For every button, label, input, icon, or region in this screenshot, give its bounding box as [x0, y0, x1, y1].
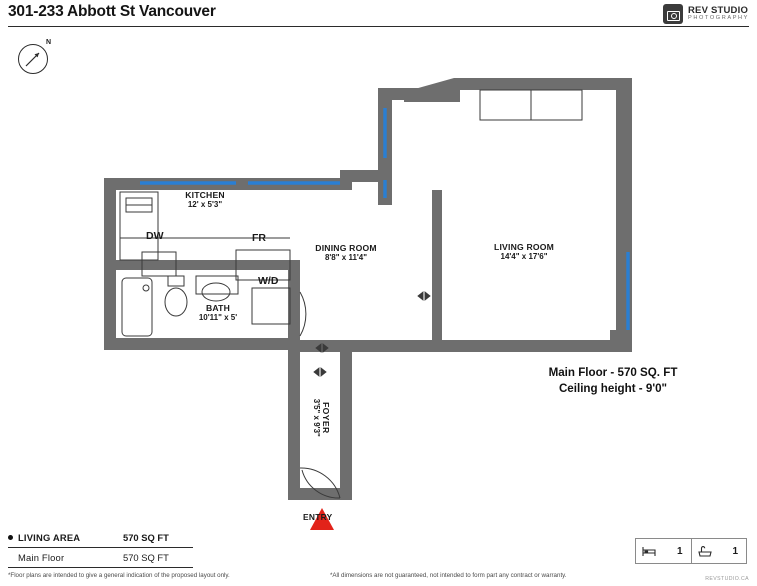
page-title: 301-233 Abbott St Vancouver [8, 3, 216, 20]
walls [104, 78, 632, 500]
footer-disclaimer-right: *All dimensions are not guaranteed, not intended to form part any contract or warranty. [330, 572, 567, 579]
legend-row-living-area [8, 528, 193, 548]
camera-icon [663, 4, 683, 24]
bath-icon [698, 546, 712, 557]
bed-icon [642, 546, 656, 557]
tub-drain [143, 285, 149, 291]
bedroom-counter [636, 539, 691, 563]
area-note-line1: Main Floor - 570 SQ. FT [548, 366, 678, 379]
legend-row-main-floor [8, 548, 193, 568]
room-label-kitchen: KITCHEN 12' x 5'3" [185, 190, 225, 210]
brand-logo [663, 2, 749, 26]
footer-website: REVSTUDIO.CA [705, 576, 749, 582]
entry-label: ENTRY [303, 512, 333, 522]
floorplan-drawing [0, 30, 757, 530]
dim-foyer [314, 368, 326, 376]
room-label-foyer: FOYER 3'5" x 9'3" [311, 398, 331, 437]
compass-north-label: N [45, 39, 51, 46]
bedroom-count: 1 [676, 545, 683, 557]
appliance-label-dishwasher: DW [146, 230, 164, 242]
bathroom-count: 1 [732, 545, 738, 557]
footer-disclaimer-left: *Floor plans are intended to give a general indication of the proposed layout only. [8, 572, 230, 579]
header-divider [8, 26, 749, 27]
door-swing-foyer-bath [300, 292, 306, 336]
room-label-dining: DINING ROOM 8'8" x 11'4" [315, 243, 377, 263]
bullet-icon [8, 535, 13, 540]
legend-name: LIVING AREA [18, 532, 81, 543]
bathroom-counter [691, 539, 747, 563]
appliance-label-washer-dryer: W/D [258, 275, 279, 287]
legend-value: 570 SQ FT [123, 552, 169, 563]
area-note [483, 365, 743, 396]
dim-dining-h [418, 292, 430, 300]
area-legend [8, 528, 193, 568]
vanity-sink [202, 283, 230, 301]
room-label-living: LIVING ROOM 14'4" x 17'6" [494, 242, 554, 262]
toilet-tank [168, 276, 184, 286]
legend-value: 570 SQ FT [123, 532, 169, 543]
windows [140, 108, 628, 330]
brand-tagline: PHOTOGRAPHY [687, 15, 749, 22]
area-note-line2: Ceiling height - 9'0" [558, 381, 668, 395]
dimension-marks [314, 292, 430, 376]
room-counters [635, 538, 747, 564]
bathtub [122, 278, 152, 336]
appliance-label-fridge: FR [252, 232, 266, 244]
brand-text [688, 6, 749, 22]
page-header [0, 0, 757, 30]
legend-name: Main Floor [18, 552, 65, 563]
room-label-bath: BATH 10'11" x 5' [198, 303, 238, 323]
brand-name: REV STUDIO [687, 4, 749, 16]
